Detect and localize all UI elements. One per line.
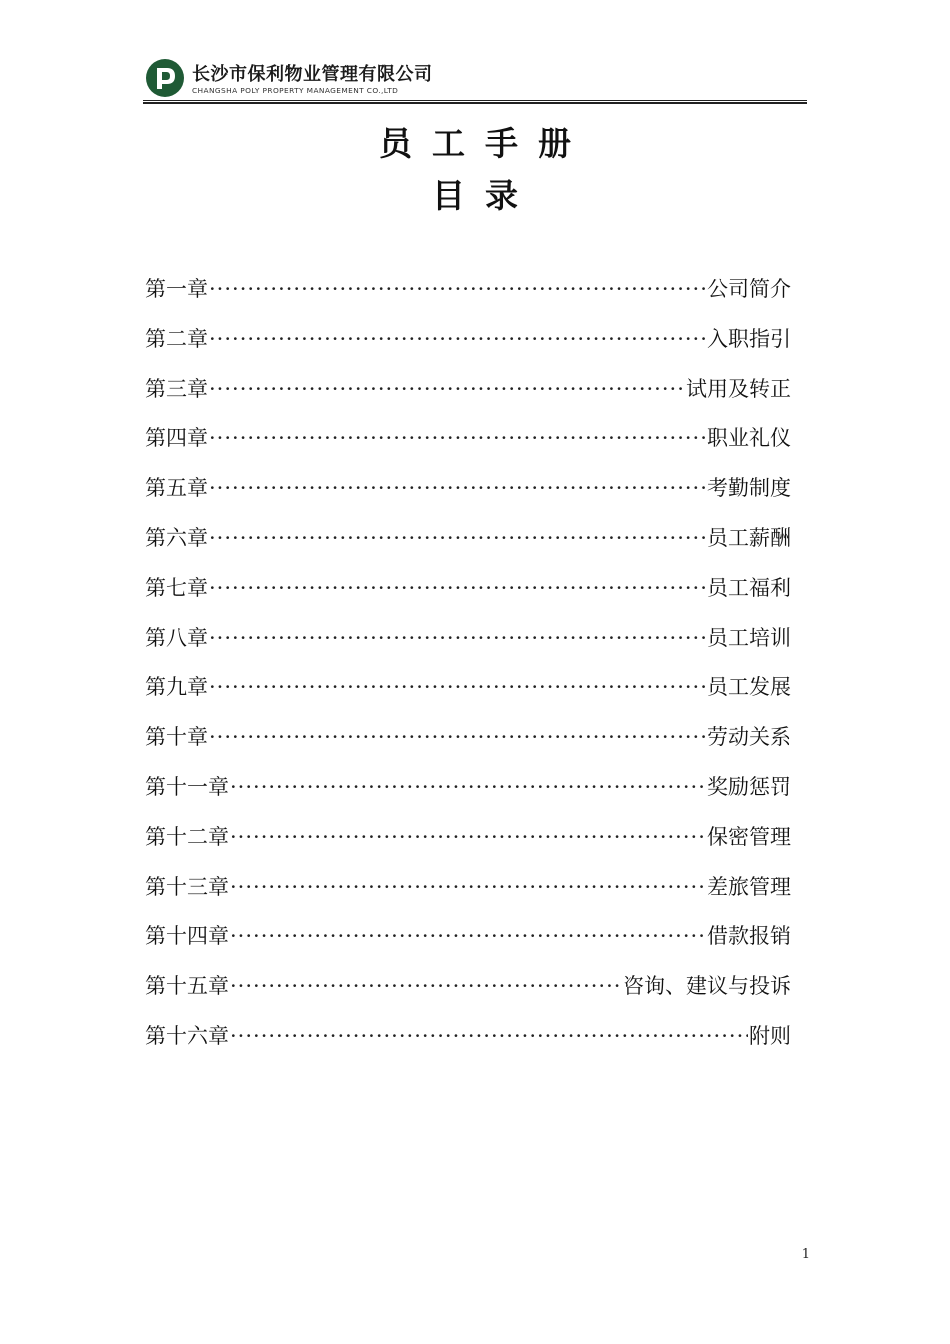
toc-chapter-label: 第六章 [145,525,208,550]
company-name-en: CHANGSHA POLY PROPERTY MANAGEMENT CO.,LTD [192,86,399,95]
toc-dot-leader [209,420,706,456]
document-title: 员工手册 [379,124,591,163]
toc-chapter-title: 入职指引 [707,326,791,351]
toc-chapter-label: 第十章 [145,725,208,750]
toc-chapter-label: 第七章 [145,575,208,600]
toc-entry[interactable] [145,669,791,719]
toc-chapter-title: 公司简介 [707,277,791,301]
toc-entry[interactable] [145,620,791,670]
poly-logo-icon [145,58,185,98]
toc-dot-leader [230,1018,748,1054]
toc-chapter-label: 第四章 [145,426,208,451]
toc-dot-leader [209,321,706,357]
toc-dot-leader [230,819,706,855]
toc-chapter-title: 员工福利 [707,575,791,600]
toc-chapter-label: 第二章 [145,326,208,351]
toc-entry[interactable] [145,570,791,620]
toc-dot-leader [230,769,706,805]
header-divider-thin [143,100,807,101]
toc-chapter-title: 咨询、建议与投诉 [623,974,791,999]
toc-chapter-label: 第五章 [145,476,208,501]
toc-chapter-title: 差旅管理 [707,874,791,899]
toc-chapter-title: 员工发展 [707,675,791,700]
toc-dot-leader [230,968,622,1004]
toc-entry[interactable] [145,819,791,869]
toc-dot-leader [230,918,706,954]
toc-chapter-title: 奖励惩罚 [707,774,791,799]
toc-chapter-label: 第十二章 [145,824,229,849]
toc-entry[interactable] [145,520,791,570]
toc-chapter-label: 第八章 [145,625,208,650]
toc-entry[interactable] [145,470,791,520]
toc-entry[interactable] [145,719,791,769]
toc-chapter-title: 保密管理 [707,824,791,849]
toc-entry[interactable] [145,968,791,1018]
document-subtitle: 目录 [432,176,538,215]
page-number: 1 [801,1247,810,1262]
toc-chapter-label: 第十一章 [145,774,229,799]
toc-entry[interactable] [145,420,791,470]
toc-chapter-title: 试用及转正 [686,376,791,401]
toc-entry[interactable] [145,918,791,968]
page-header [0,0,950,110]
toc-chapter-label: 第九章 [145,675,208,700]
toc-chapter-label: 第十五章 [145,974,229,999]
toc-entry[interactable] [145,321,791,371]
toc-dot-leader [209,719,706,755]
header-divider-thick [143,102,807,104]
toc-dot-leader [209,669,706,705]
table-of-contents [145,271,791,1068]
toc-dot-leader [209,620,706,656]
toc-chapter-title: 劳动关系 [707,725,791,750]
toc-chapter-label: 第十三章 [145,874,229,899]
toc-chapter-title: 员工薪酬 [707,525,791,550]
toc-chapter-title: 考勤制度 [707,476,791,501]
toc-chapter-label: 第三章 [145,376,208,401]
toc-dot-leader [209,271,706,307]
toc-chapter-label: 第十六章 [145,1023,229,1048]
toc-dot-leader [209,371,685,407]
toc-chapter-title: 附则 [749,1023,791,1048]
toc-dot-leader [209,570,706,606]
toc-entry[interactable] [145,869,791,919]
toc-chapter-title: 员工培训 [707,625,791,650]
toc-chapter-title: 职业礼仪 [707,426,791,451]
toc-entry[interactable] [145,769,791,819]
toc-entry[interactable] [145,271,791,321]
company-name-cn: 长沙市保利物业管理有限公司 [192,64,433,85]
toc-dot-leader [230,869,706,905]
toc-entry[interactable] [145,1018,791,1068]
toc-chapter-title: 借款报销 [707,924,791,949]
toc-chapter-label: 第十四章 [145,924,229,949]
toc-entry[interactable] [145,371,791,421]
toc-dot-leader [209,470,706,506]
toc-dot-leader [209,520,706,556]
toc-chapter-label: 第一章 [145,277,208,301]
